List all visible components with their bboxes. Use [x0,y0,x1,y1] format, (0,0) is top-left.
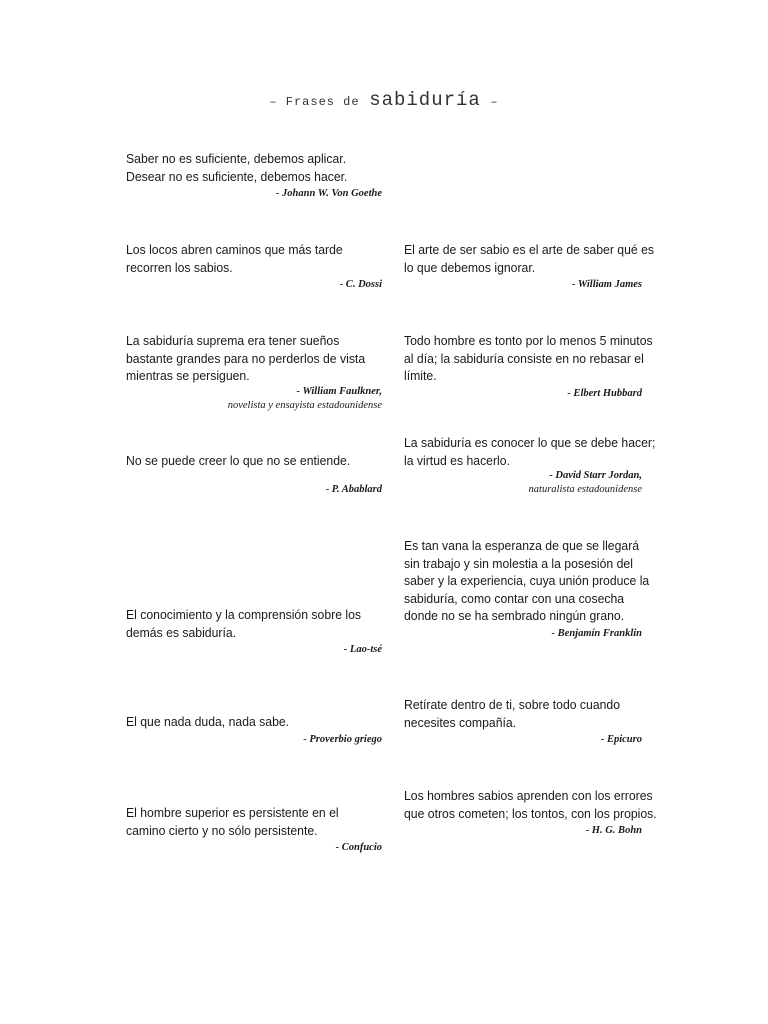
quote-text: Es tan vana la esperanza de que se llegará sin trabajo y sin molestia a la posesión del saber y la experiencia, cuya unión produce la sabiduría, como contar con una cosecha donde no se ha sembrado ningún grano. [404,538,650,623]
quote-block [404,787,657,838]
quote-author: - William James [571,279,642,290]
quote-author: - Benjamín Franklin [551,627,642,639]
quote-author: - Johann W. Von Goethe [275,188,382,199]
quote-text: El conocimiento y la comprensión sobre los demás es sabiduría. [126,607,362,640]
quote-author: - William Faulkner, [296,385,382,397]
quote-block [126,150,382,201]
quote-author: - David Starr Jordan, [549,470,642,481]
title-prefix: – Frases de [269,95,360,109]
quote-text: Los hombres sabios aprenden con los errores que otros cometen; los tontos, con los propios. [404,788,657,821]
quote-block [404,537,650,641]
quote-author: - C. Dossi [339,279,382,290]
quote-author-description: naturalista estadounidense [528,484,642,495]
quote-text: No se puede creer lo que no se entiende. [126,453,351,468]
quote-block [126,452,382,497]
quote-text: El hombre superior es persistente en el camino cierto y no sólo persistente. [126,805,339,838]
quote-text: El arte de ser sabio es el arte de saber qué es lo que debemos ignorar. [404,242,654,275]
quote-author: - H. G. Bohn [585,825,642,836]
quote-author: - Lao-tsé [343,644,382,655]
title-main: sabiduría [369,89,481,111]
quote-text: Retírate dentro de ti, sobre todo cuando necesites compañía. [404,697,621,730]
quote-author: - Confucio [335,842,382,853]
quote-text: Los locos abren caminos que más tarde recorren los sabios. [126,242,343,275]
quote-block [126,804,382,855]
quote-block [404,696,642,747]
quote-block [126,241,382,292]
quote-block [404,434,656,496]
quote-block [126,332,382,412]
quote-text: El que nada duda, nada sabe. [126,714,290,729]
page-title [0,89,768,111]
quote-author: - Proverbio griego [303,733,382,745]
quote-block [404,241,654,292]
title-suffix: – [490,95,499,109]
quote-text: Saber no es suficiente, debemos aplicar. Desear no es suficiente, debemos hacer. [126,151,348,184]
quote-text: Todo hombre es tonto por lo menos 5 minutos al día; la sabiduría consiste en no rebasar el límite. [404,333,653,383]
quote-text: La sabiduría es conocer lo que se debe hacer; la virtud es hacerlo. [404,435,656,468]
quote-author: - Elbert Hubbard [567,387,642,399]
quote-block [126,606,382,657]
quote-author: - P. Abablard [325,483,382,495]
quote-block [404,332,653,401]
quote-block [126,713,382,747]
quote-text: La sabiduría suprema era tener sueños bastante grandes para no perderlos de vista mientras se persiguen. [126,333,366,383]
quote-author: - Epicuro [600,734,642,745]
quote-author-description: novelista y ensayista estadounidense [227,399,382,411]
